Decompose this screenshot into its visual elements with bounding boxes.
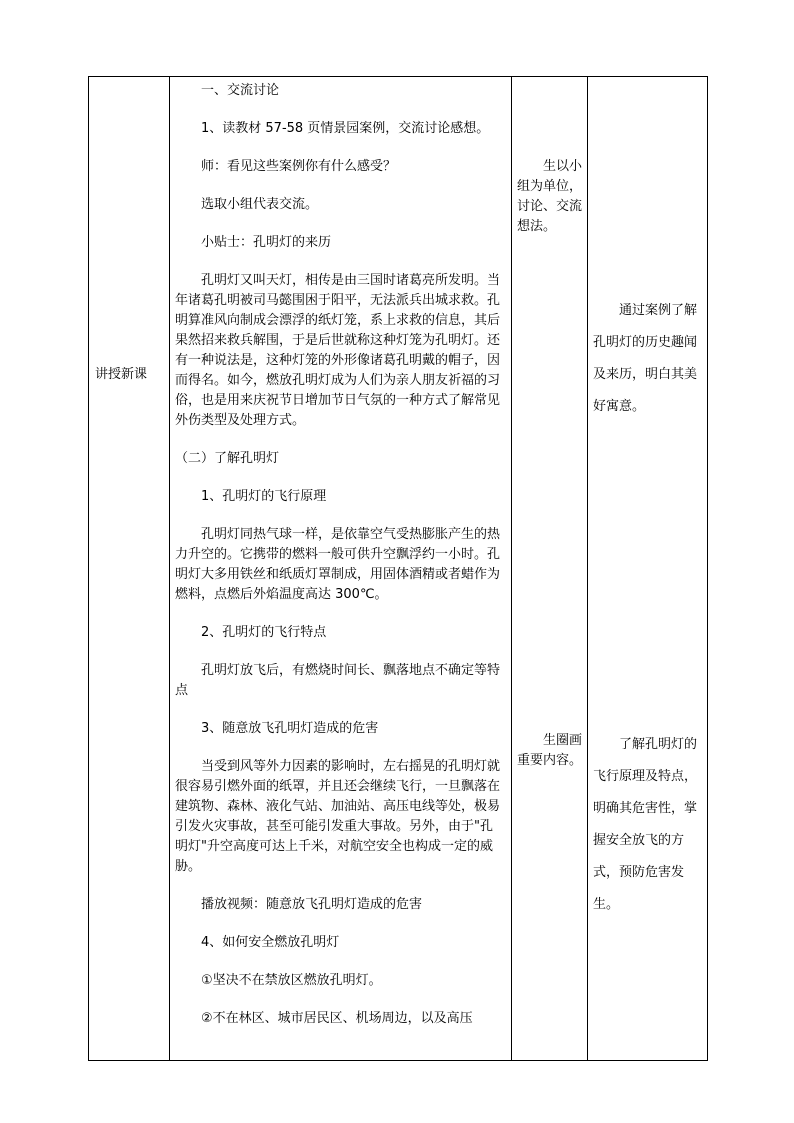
paragraph-gap: [175, 253, 505, 271]
design-intent-note: 通过案例了解孔明灯的历史趣闻及来历，明白其美好寓意。: [593, 303, 698, 414]
student-activity-note: 生圈画重要内容。: [517, 733, 583, 768]
paragraph-gap: [175, 431, 505, 449]
paragraph-gap: [175, 469, 505, 487]
content-paragraph: 选取小组代表交流。: [201, 197, 319, 212]
paragraph-gap: [175, 739, 505, 757]
paragraph-gap: [175, 991, 505, 1009]
paragraph-gap: [175, 507, 505, 525]
paragraph-gap: [175, 139, 505, 157]
paragraph-gap: [175, 605, 505, 623]
paragraph-gap: [175, 915, 505, 933]
content-paragraph: 当受到风等外力因素的影响时，左右摇晃的孔明灯就很容易引燃外面的纸罩，并且还会继续飞行，一旦飘落在建筑物、森林、液化气站、加油站、高压电线等处，极易引发火灾事故，甚至可能引发重大事故。另外，由于"孔明灯"升空高度可达上千米，对航空安全也构成一定的威胁。: [175, 759, 501, 874]
content-paragraph: 小贴士：孔明灯的来历: [201, 235, 332, 250]
content-paragraph: 孔明灯放飞后，有燃烧时间长、飘落地点不确定等特点: [175, 663, 501, 698]
design-intent-column: [587, 77, 709, 1060]
content-paragraph: 4、如何安全燃放孔明灯: [201, 935, 340, 950]
content-paragraph: ①坚决不在禁放区燃放孔明灯。: [201, 973, 382, 988]
content-paragraph: （二）了解孔明灯: [175, 451, 280, 466]
paragraph-gap: [175, 177, 505, 195]
design-intent-note: 了解孔明灯的飞行原理及特点，明确其危害性，掌握安全放飞的方式，预防危害发生。: [593, 737, 698, 912]
paragraph-gap: [175, 215, 505, 233]
content-paragraph: 1、读教材 57-58 页情景园案例，交流讨论感想。: [201, 121, 490, 136]
content-paragraph: 孔明灯同热气球一样，是依靠空气受热膨胀产生的热力升空的。它携带的燃料一般可供升空飘浮约一小时。孔明灯大多用铁丝和纸质灯罩制成，用固体酒精或者蜡作为燃料，点燃后外焰温度高达 300℃。: [175, 527, 501, 602]
content-paragraph: 师：看见这些案例你有什么感受？: [201, 159, 397, 174]
stage-column: [89, 77, 169, 1060]
content-paragraph: 3、随意放飞孔明灯造成的危害: [201, 721, 379, 736]
teaching-content-column: [169, 77, 511, 1060]
paragraph-gap: [175, 953, 505, 971]
content-paragraph: 一、交流讨论: [201, 83, 280, 98]
paragraph-gap: [175, 643, 505, 661]
lesson-table: [88, 76, 708, 1061]
content-paragraph: 播放视频：随意放飞孔明灯造成的危害: [201, 897, 423, 912]
paragraph-gap: [175, 101, 505, 119]
paragraph-gap: [175, 701, 505, 719]
content-paragraph: 孔明灯又叫天灯，相传是由三国时诸葛亮所发明。当年诸葛孔明被司马懿围困于阳平，无法派兵出城求救。孔明算准风向制成会漂浮的纸灯笼，系上求救的信息，其后果然招来救兵解围，于是后世就称这种灯笼为孔明灯。还有一种说法是，这种灯笼的外形像诸葛孔明戴的帽子，因而得名。如今，燃放孔明灯成为人们为亲人朋友祈福的习俗，也是用来庆祝节日增加节日气氛的一种方式了解常见外伤类型及处理方式。: [175, 273, 501, 428]
content-paragraph: 1、孔明灯的飞行原理: [201, 489, 327, 504]
student-activity-column: [511, 77, 587, 1060]
student-activity-note: 生以小组为单位，讨论、交流想法。: [517, 159, 583, 234]
content-paragraph: ②不在林区、城市居民区、机场周边，以及高压: [201, 1011, 473, 1026]
content-paragraph: 2、孔明灯的飞行特点: [201, 625, 327, 640]
paragraph-gap: [175, 877, 505, 895]
stage-label: 讲授新课: [95, 367, 148, 382]
